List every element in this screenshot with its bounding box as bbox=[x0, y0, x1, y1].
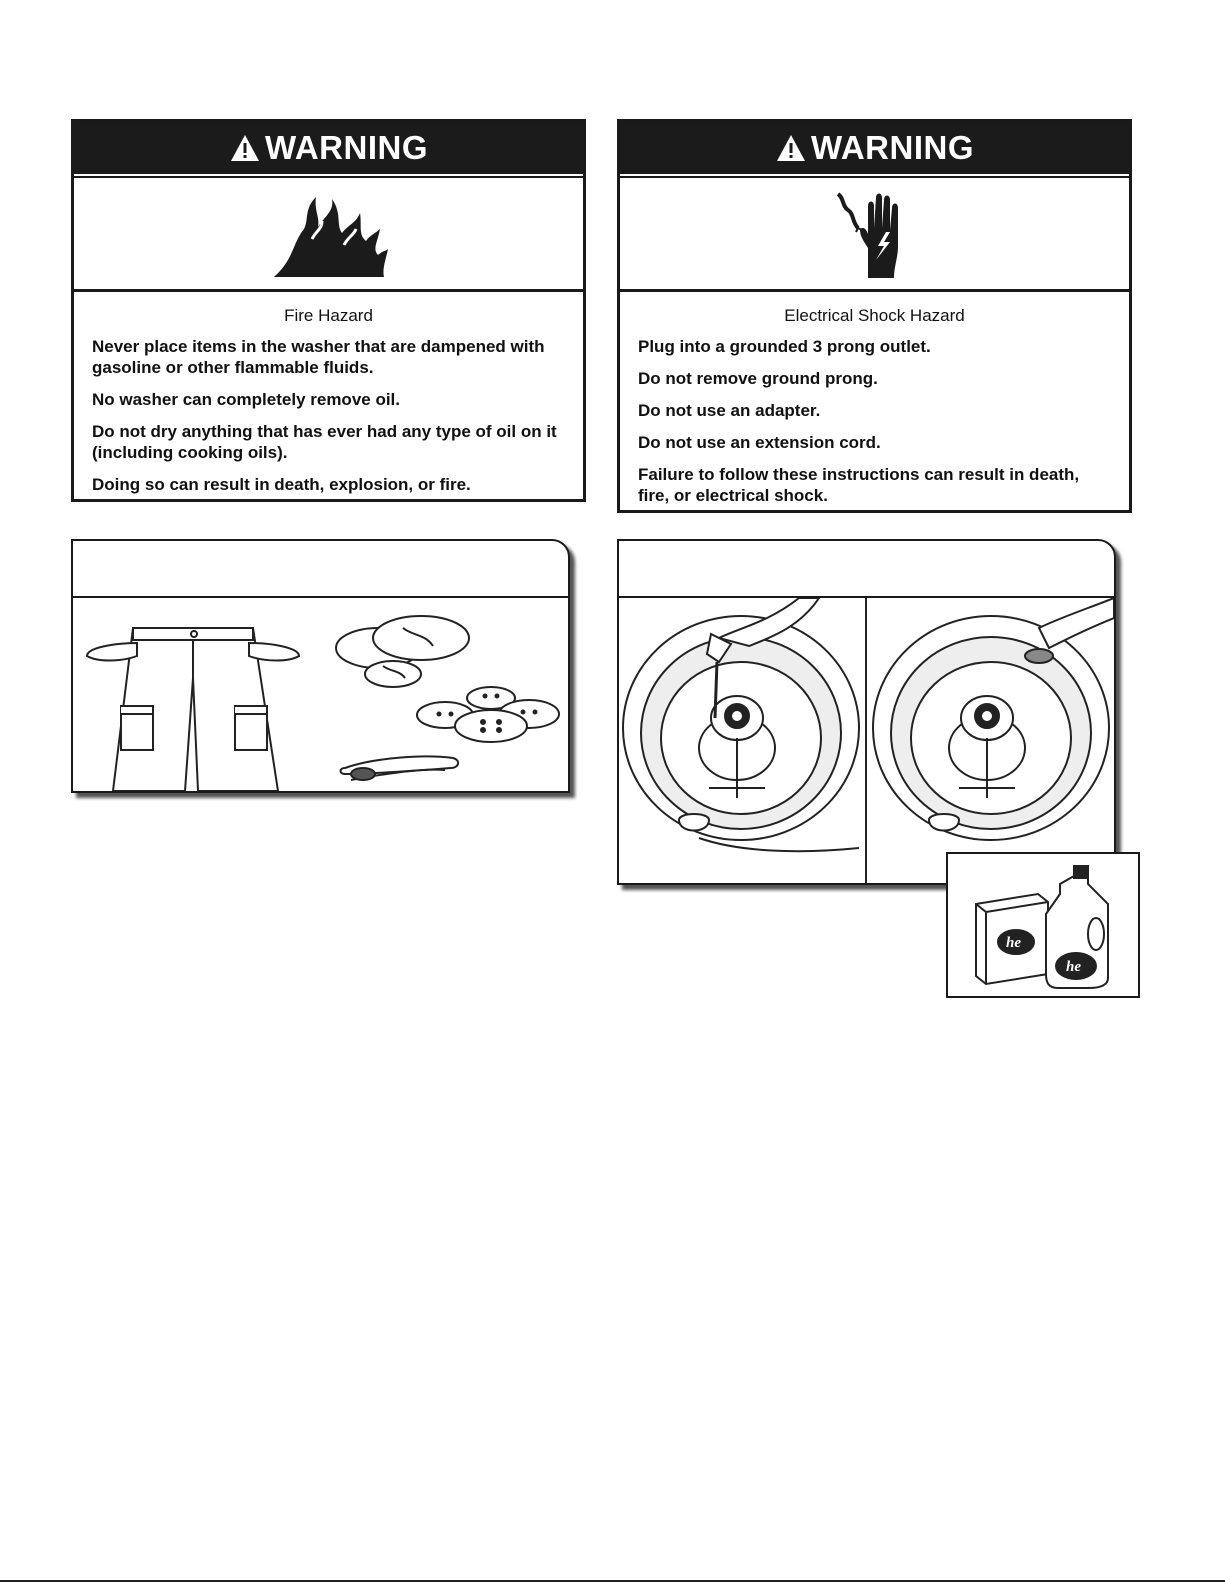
add-detergent-card bbox=[617, 539, 1116, 885]
fire-hazard-warning bbox=[71, 119, 586, 502]
shock-hazard-title: Electrical Shock Hazard bbox=[784, 306, 965, 325]
warning-header bbox=[74, 122, 583, 174]
fire-line-4: Doing so can result in death, explosion, or fire. bbox=[92, 475, 471, 494]
fire-pictogram bbox=[74, 176, 583, 292]
electric-shock-hand-icon bbox=[830, 188, 920, 280]
warning-header-text: WARNING bbox=[811, 129, 974, 166]
add-detergent-illustration bbox=[619, 598, 1114, 883]
shock-line-1: Plug into a grounded 3 prong outlet. bbox=[638, 337, 931, 356]
fire-hazard-title: Fire Hazard bbox=[284, 306, 373, 325]
page-bottom-rule bbox=[0, 1580, 1225, 1582]
shock-line-3: Do not use an adapter. bbox=[638, 401, 821, 420]
card-header-band bbox=[619, 541, 1114, 598]
empty-pockets-illustration bbox=[73, 598, 568, 791]
empty-pockets-card bbox=[71, 539, 570, 793]
shock-line-5: Failure to follow these instructions can result in death, fire, or electrical shock. bbox=[638, 465, 1080, 505]
shock-line-2: Do not remove ground prong. bbox=[638, 369, 878, 388]
he-label-box: he bbox=[1006, 935, 1021, 951]
warning-triangle-icon bbox=[775, 133, 807, 163]
shock-line-4: Do not use an extension cord. bbox=[638, 433, 881, 452]
warning-header bbox=[620, 122, 1129, 174]
warning-triangle-icon bbox=[229, 133, 261, 163]
card-header-band bbox=[73, 541, 568, 598]
fire-icon bbox=[264, 189, 394, 279]
he-detergent-illustration bbox=[948, 854, 1138, 996]
warning-header-text: WARNING bbox=[265, 129, 428, 166]
fire-line-1: Never place items in the washer that are dampened with gasoline or other flammable fluids. bbox=[92, 337, 545, 377]
shock-pictogram bbox=[620, 176, 1129, 292]
fire-line-2: No washer can completely remove oil. bbox=[92, 390, 401, 409]
he-label-bottle: he bbox=[1066, 959, 1081, 975]
he-detergent-inset bbox=[946, 852, 1140, 998]
electrical-shock-warning bbox=[617, 119, 1132, 513]
fire-line-3: Do not dry anything that has ever had any type of oil on it (including cooking oils). bbox=[92, 422, 557, 462]
